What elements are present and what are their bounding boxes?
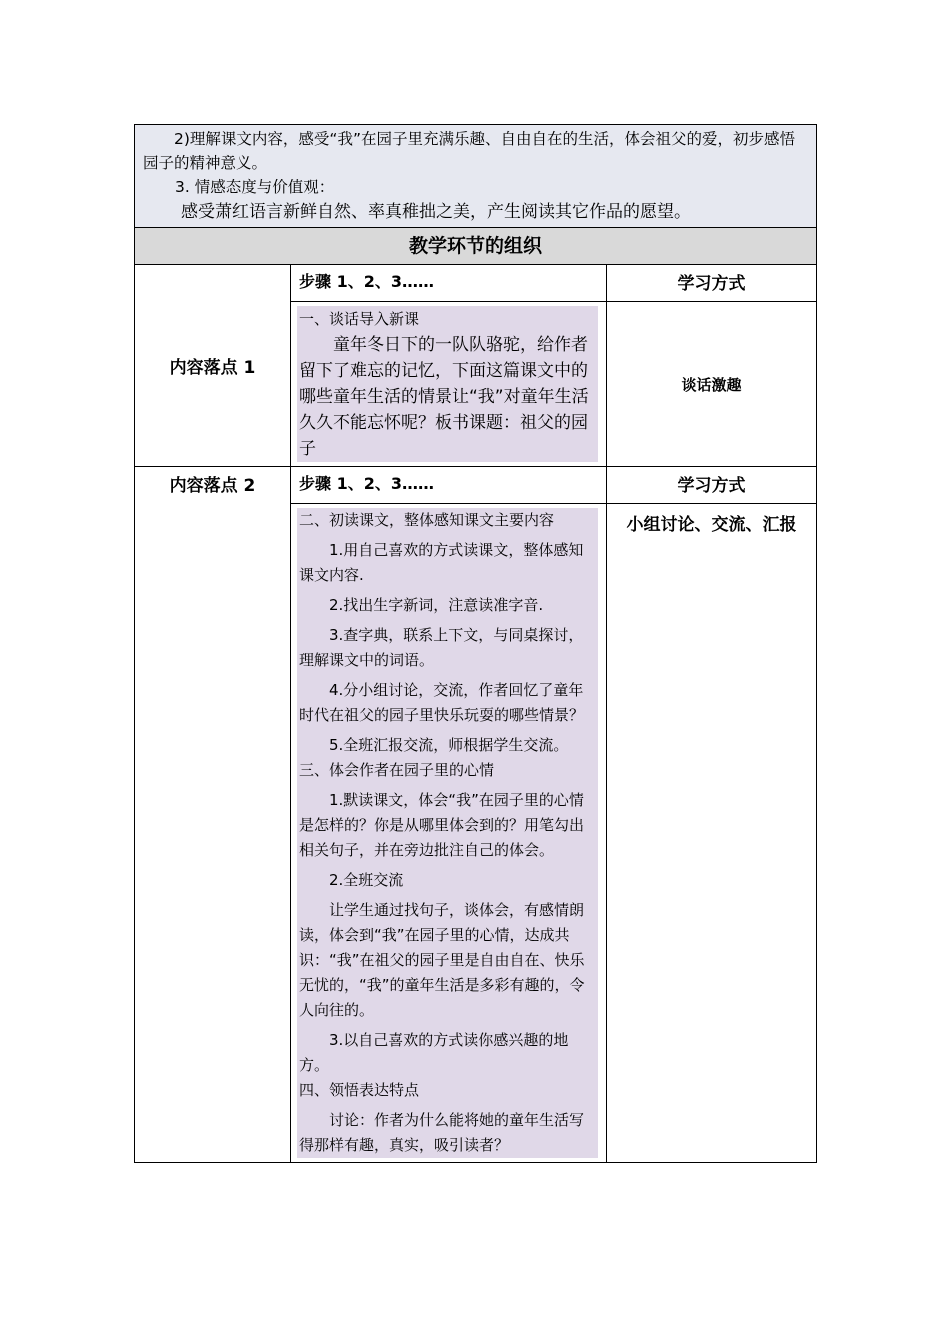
goal-understanding: 2)理解课文内容，感受“我”在园子里充满乐趣、自由自在的生活，体会祖父的爱，初步感悟园子的精神意义。 — [143, 130, 795, 172]
step-item: 1.用自己喜欢的方式读课文，整体感知课文内容. — [299, 541, 584, 584]
step-item: 3.查字典，联系上下文，与同桌探讨，理解课文中的词语。 — [299, 626, 584, 669]
step-item: 2.全班交流 — [329, 871, 404, 889]
goals-cell — [135, 125, 817, 228]
lesson-plan-page — [134, 124, 816, 1163]
step-item: 讨论：作者为什么能将她的童年生活写得那样有趣，真实，吸引读者？ — [299, 1111, 585, 1154]
method-header-2: 学习方式 — [607, 467, 817, 504]
method-value-1: 谈话激趣 — [607, 302, 817, 467]
steps-content-1 — [291, 302, 607, 467]
content-point-1-label: 内容落点 1 — [135, 265, 291, 467]
step-item: 让学生通过找句子，谈体会，有感情朗读，体会到“我”在园子里的心情，达成共识：“我”在祖父的园子里是自由自在、快乐无忧的，“我”的童年生活是多彩有趣的，令人向往的。 — [299, 901, 585, 1019]
step-section-title: 二、初读课文，整体感知课文主要内容 — [299, 511, 555, 529]
step-item: 2.找出生字新词，注意读准字音. — [329, 596, 544, 614]
lesson-table — [134, 124, 817, 1163]
content-point-2-label: 内容落点 2 — [135, 467, 291, 1163]
step-title-intro: 一、谈话导入新课 — [299, 310, 420, 328]
step-item: 3.以自己喜欢的方式读你感兴趣的地方。 — [299, 1031, 569, 1074]
goal-emotion-heading: 3. 情感态度与价值观： — [175, 178, 335, 196]
step-body-intro: 童年冬日下的一队队骆驼，给作者留下了难忘的记忆，下面这篇课文中的哪些童年生活的情景让“我”对童年生活久久不能忘怀呢？板书课题：祖父的园子 — [299, 335, 589, 459]
steps-list-2 — [297, 508, 598, 1158]
steps-header-2: 步骤 1、2、3…… — [291, 467, 607, 504]
section-title: 教学环节的组织 — [135, 228, 817, 265]
steps-content-2 — [291, 504, 607, 1163]
steps-header-1: 步骤 1、2、3…… — [291, 265, 607, 302]
step-section-title: 三、体会作者在园子里的心情 — [299, 761, 495, 779]
step-item: 5.全班汇报交流，师根据学生交流。 — [329, 736, 569, 754]
step-section-title: 四、领悟表达特点 — [299, 1081, 420, 1099]
method-value-2: 小组讨论、交流、汇报 — [607, 504, 817, 1163]
goal-emotion-text: 感受萧红语言新鲜自然、率真稚拙之美，产生阅读其它作品的愿望。 — [181, 202, 691, 222]
step-item: 4.分小组讨论，交流，作者回忆了童年时代在祖父的园子里快乐玩耍的哪些情景？ — [299, 681, 585, 724]
step-item: 1.默读课文，体会“我”在园子里的心情是怎样的？你是从哪里体会到的？用笔勾出相关句子，并在旁边批注自己的体会。 — [299, 791, 585, 859]
method-header-1: 学习方式 — [607, 265, 817, 302]
